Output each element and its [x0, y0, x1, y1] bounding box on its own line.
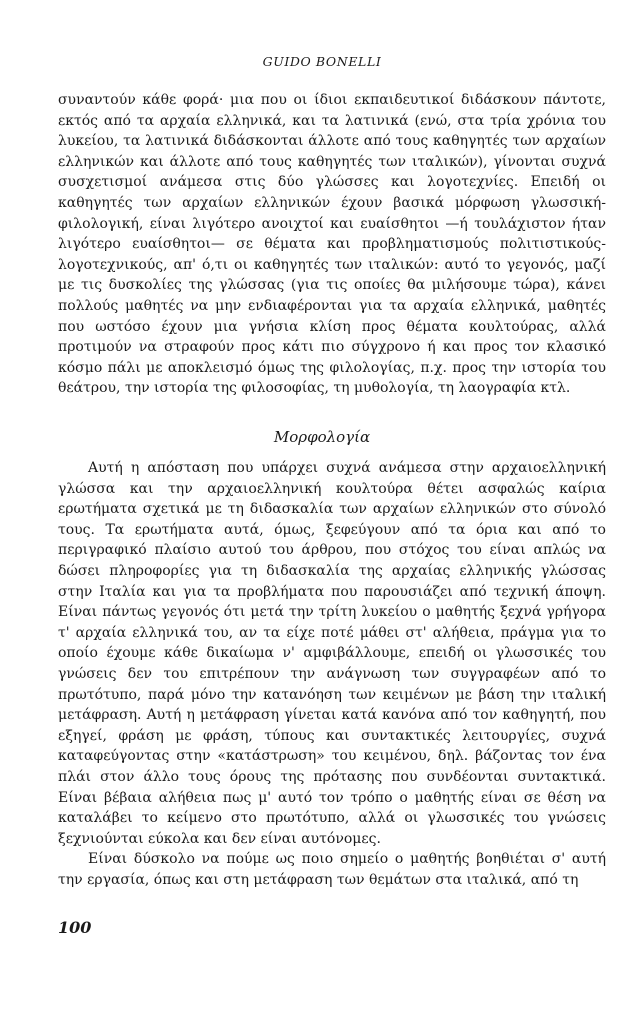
paragraph: συναντούν κάθε φορά· μια που οι ίδιοι εκπαιδευτικοί διδάσκουν πάντοτε, εκτός από τα αρχαία ελληνικά, και τα λατινικά (ενώ, στα τρία χρόνια του λυκείου, τα λατινικά διδάσκονται άλλοτε από τους καθηγητές των αρχαίων ελληνικών και άλλοτε από τους καθηγητές των ιταλικών), γίνονται συχνά συσχετισμοί ανάμεσα στις δύο γλώσσες και λογοτεχνίες. Επειδή οι καθηγητές των αρχαίων ελληνικών έχουν βασικά μόρφωση γλωσσική-φιλολογική, είναι λιγότερο ανοιχτοί και ευαίσθητοι —ή τουλάχιστον ήταν λιγότερο ευαίσθητοι— σε θέματα και προβληματισμούς πολιτιστικούς-λογοτεχνικούς, απ' ό,τι οι καθηγητές των ιταλικών: αυτό το γεγονός, μαζί με τις δυσκολίες της γλώσσας (για τις οποίες θα μιλήσουμε τώρα), κάνει πολλούς μαθητές να μην ενδιαφέρονται για τα αρχαία ελληνικά, μαθητές που ωστόσο έχουν μια γνήσια κλίση προς θέματα κουλτούρας, αλλά προτιμούν να στραφούν προς κάτι πιο σύγχρονο ή και προς τον κλασικό κόσμο πάλι με αποκλεισμό όμως της φιλολογίας, π.χ. προς την ιστορία του θεάτρου, την ιστορία της φιλοσοφίας, τη μυθολογία, τη λαογραφία κτλ.	[58, 92, 606, 397]
running-head: GUIDO BONELLI	[262, 54, 382, 69]
section-heading: Μορφολογία	[273, 428, 371, 446]
paragraph: Είναι δύσκολο να πούμε ως ποιο σημείο ο μαθητής βοηθιέται σ' αυτή την εργασία, όπως και στη μετάφραση των θεμάτων στα ιταλικά, από τη	[58, 851, 606, 888]
paragraph: Αυτή η απόσταση που υπάρχει συχνά ανάμεσα στην αρχαιοελληνική γλώσσα και την αρχαιοελληνική κουλτούρα θέτει ασφαλώς καίρια ερωτήματα σχετικά με τη διδασκαλία των αρχαίων ελληνικών στο σύνολό τους. Τα ερωτήματα αυτά, όμως, ξεφεύγουν από τα όρια και από το περιγραφικό πλαίσιο αυτού του άρθρου, που στόχος του είναι απλώς να δώσει πληροφορίες για τη διδασκαλία της αρχαίας ελληνικής γλώσσας στην Ιταλία και για τα προβλήματα που παρουσιάζει από τεχνική άποψη. Είναι πάντως γεγονός ότι μετά την τρίτη λυκείου ο μαθητής ξεχνά γρήγορα τ' αρχαία ελληνικά του, αν τα είχε ποτέ μάθει στ' αλήθεια, πράγμα για το οποίο έχουμε κάθε δικαίωμα ν' αμφιβάλλουμε, επειδή οι γλωσσικές του γνώσεις δεν του επιτρέπουν την ανάγνωση των συγγραφέων από το πρωτότυπο, παρά μόνο την κατανόηση των κειμένων με βάση την ιταλική μετάφραση. Αυτή η μετάφραση γίνεται κατά κανόνα από τον καθηγητή, που εξηγεί, φράση με φράση, τύπους και συντακτικές λειτουργίες, συχνά καταφεύγοντας στην «κατάστρωση» του κειμένου, δηλ. βάζοντας τον ένα πλάι στον άλλο τους όρους της πρότασης που συνδέονται συντακτικά. Είναι βέβαια αλήθεια πως μ' αυτό τον τρόπο ο μαθητής είναι σε θέση να καταλάβει το κείμενο στο πρωτότυπο, αλλά οι γλωσσικές του γνώσεις ξεχνιούνται εύκολα και δεν είναι αυτόνομες.	[58, 460, 606, 847]
page-number: 100	[58, 918, 92, 937]
